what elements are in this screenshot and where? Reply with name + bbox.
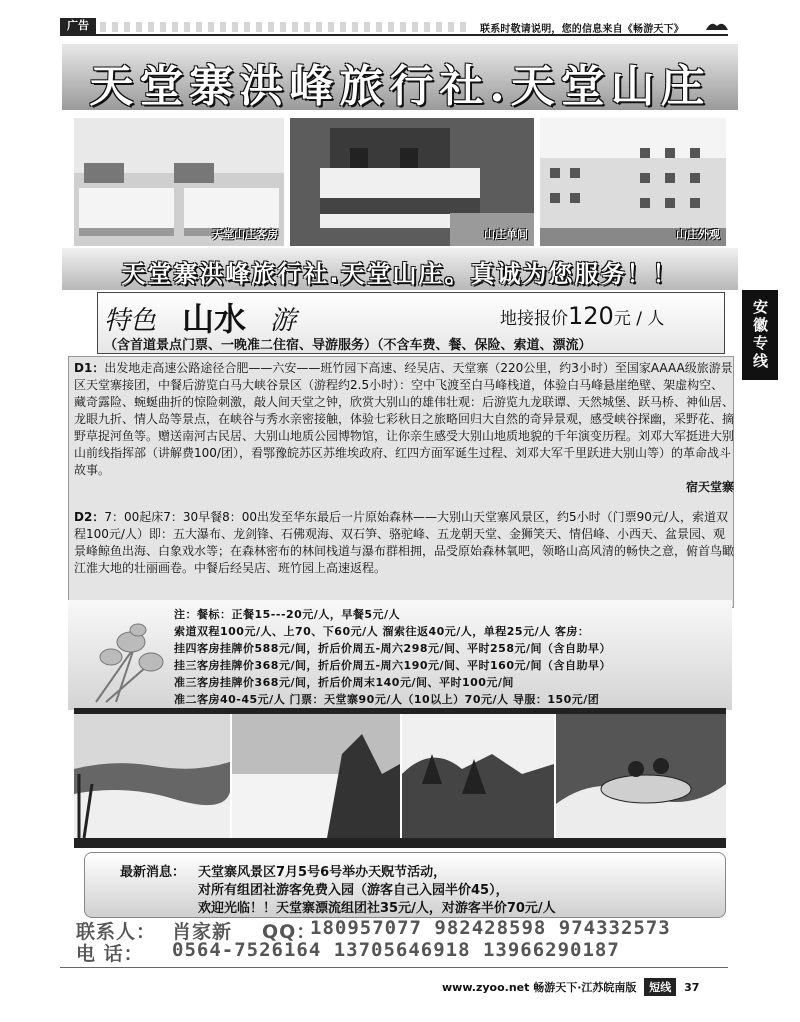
phone-numbers: 0564-7526164 13705646918 13966290187: [172, 939, 620, 961]
film-strip-bottom: [74, 838, 726, 848]
package-title-c: 游: [270, 306, 297, 336]
scenic-photo-cloud-peak: [232, 714, 400, 838]
magazine-logo-icon: [705, 18, 729, 34]
qq-label: QQ：: [262, 921, 317, 943]
note-line: 挂四客房挂牌价588元/间，折后价周五-周六298元/间、平时258元/间（含自助早）: [174, 642, 612, 655]
day-text: 7：00起床7：30早餐8：00出发至华东最后一片原始森林——大别山天堂寨风景区，约5小时（门票90元/人，索道双程100元/人）即：五大瀑布、龙剑锋、石佛观海、双石笋、骆驼峰、五龙朝天堂、金狮笑天、情侣峰、小西天、盆景园、观景峰鲸鱼出海、白象戏水等；在森林密布的林间栈道与瀑布群相拥，品受原始森林氧吧，领略山高风清的畅快之意，俯首鸟瞰江淮大地的壮丽画卷。中餐后经吴店、班竹园上高速返程。: [74, 510, 735, 575]
photo-exterior: [540, 118, 726, 246]
footer-rule: [60, 967, 728, 968]
scenic-photo-rafting: [556, 714, 726, 838]
package-title-b: 山水: [182, 300, 247, 338]
qq-numbers: 180957077 982428598 974332573: [310, 917, 671, 939]
contact-person-label: 联系人：: [76, 921, 157, 943]
note-line: 索道双程100元/人、上70、下60元/人 溜索往返40元/人，单程25元/人 客房：: [174, 625, 590, 638]
flower-decoration-icon: [76, 612, 176, 707]
news-line: 欢迎光临！！天堂寨漂流组团社35元/人，对游客半价70元/人: [198, 901, 556, 916]
photo-caption: 天堂山庄客房: [212, 228, 278, 241]
header-decoration: [100, 22, 470, 32]
photo-caption: 山庄外观: [676, 228, 720, 241]
price: [500, 302, 664, 330]
price-prefix: 地接报价: [500, 309, 568, 329]
photo-caption: 山庄单间: [484, 228, 528, 241]
page-number: 37: [684, 981, 700, 994]
note-line: 准二客房40-45元/人 门票：天堂寨90元/人（10以上）70元/人 导服：150元/团: [174, 693, 600, 706]
price-value: 120: [568, 302, 614, 330]
page-title: 天堂寨洪峰旅行社.天堂山庄: [89, 61, 711, 112]
footer-site: www.zyoo.net: [442, 981, 530, 994]
slogan: 天堂寨洪峰旅行社.天堂山庄。真诚为您服务！！: [121, 260, 679, 288]
side-tab: 安徽专线: [742, 290, 778, 380]
photo-guest-room: [74, 118, 284, 246]
news-line: 对所有组团社游客免费入园（游客自己入园半价45），: [198, 883, 509, 898]
note-line: 准三客房挂牌价368元/间，折后价周末140元/间、平时100元/间: [174, 676, 514, 689]
news-label: 最新消息：: [120, 865, 186, 880]
photo-single-room: [290, 118, 534, 246]
news-line: 天堂寨风景区7月5号6号举办天贶节活动，: [198, 865, 447, 880]
scenic-photo-pines: [402, 714, 554, 838]
itinerary-day-2: [74, 509, 734, 577]
footer-magazine: 畅游天下·江苏皖南版: [533, 981, 637, 994]
contact-person-name: 肖家新: [172, 921, 233, 943]
footer: [442, 978, 699, 996]
day-label: D1：: [74, 361, 105, 375]
day-text: 出发地走高速公路途径合肥——六安——班竹园下高速、经吴店、天堂寨（220公里，约3小时）至国家AAAA级旅游景区天堂寨接团，中餐后游览白马大峡谷景区（游程约2.5小时）：空中飞渡至白马峰栈道，体验白马峰悬崖绝壁、架虚构空、藏奇露险、蜿蜒曲折的惊险刺激，敲人间天堂之钟，欣赏大别山的雄伟壮观：后游览九龙联谭、天然城堡、跃马桥、神仙居、龙眼九折、情人岛等景点，在峡谷与秀水亲密接触，体验七彩秋日之旅略回归大自然的奇异景观，感受峡谷探幽，采野花、摘野草捉河鱼等。赠送南河古民居、大别山地质公园博物馆，让你亲生感受大别山地质地貌的千年演变历程。刘邓大军挺进大别山前线指挥部（讲解费100/团），看鄂豫皖苏区苏维埃政府、红四方面军诞生过程、刘邓大军千里跃进大别山等）的革命战斗故事。: [74, 361, 735, 477]
package-includes: （含首道景点门票、一晚准二住宿、导游服务）（不含车费、餐、保险、索道、漂流）: [104, 338, 592, 353]
scenic-photo-sea-of-clouds: [74, 714, 230, 838]
note-line: 挂三客房挂牌价368元/间，折后价周五-周六190元/间、平时160元/间（含自助早）: [174, 659, 612, 672]
header-note: 联系时敬请说明，您的信息来自《畅游天下》: [480, 24, 684, 35]
ad-label: 广告: [60, 18, 96, 34]
package-title-a: 特色: [104, 306, 157, 336]
itinerary-day-1: [74, 360, 734, 496]
phone-label: 电 话：: [76, 943, 144, 965]
day-label: D2：: [74, 510, 105, 524]
footer-tag: 短线: [644, 978, 676, 996]
note-line: 注：餐标：正餐15---20元/人，早餐5元/人: [174, 608, 400, 621]
price-unit: 元 / 人: [613, 309, 665, 329]
stay-note: 宿天堂寨: [685, 480, 734, 494]
